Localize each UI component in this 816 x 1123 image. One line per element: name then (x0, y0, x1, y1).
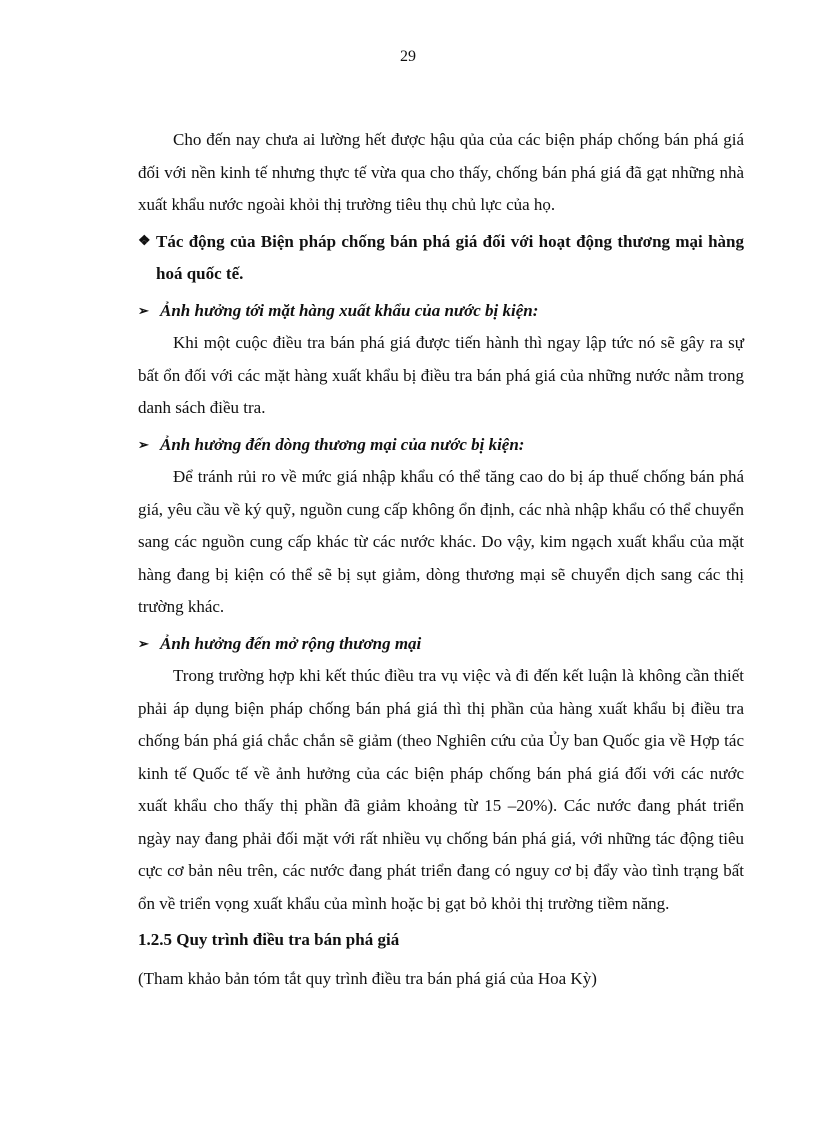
arrow-bullet-icon: ➢ (138, 302, 149, 318)
subheading-text: Ảnh hưởng tới mặt hàng xuất khẩu của nước bị kiện: (160, 300, 539, 320)
paragraph-intro: Cho đến nay chưa ai lường hết được hậu qủa của các biện pháp chống bán phá giá đối với nền kinh tế nhưng thực tế vừa qua cho thấy, chống bán phá giá đã gạt những nhà xuất khẩu nước ngoài khỏi thị trường tiêu thụ chủ lực của họ. (138, 130, 744, 214)
subheading-text: Ảnh hưởng đến dòng thương mại của nước bị kiện: (160, 434, 525, 454)
paragraph-trade-expansion: Trong trường hợp khi kết thúc điều tra vụ việc và đi đến kết luận là không cần thiết phải áp dụng biện pháp chống bán phá giá thì thị phần của hàng xuất khẩu bị điều tra chống bán phá giá chắc chắn sẽ giảm (theo Nghiên cứu của Ủy ban Quốc gia về Hợp tác kinh tế Quốc tế về ảnh hưởng của các biện pháp chống bán phá giá đối với các nước xuất khẩu cho thấy thị phần đã giảm khoảng từ 15 –20%). Các nước đang phát triển ngày nay đang phải đối mặt với rất nhiều vụ chống bán phá giá, với những tác động tiêu cực cơ bản nêu trên, các nước đang phát triển đang có nguy cơ bị đẩy vào tình trạng bất ổn về triển vọng xuất khẩu của mình hoặc bị gạt bỏ khỏi thị trường tiềm năng. (138, 666, 744, 913)
subheading-trade-expansion (138, 628, 744, 661)
page-content (138, 124, 744, 995)
section-heading: 1.2.5 Quy trình điều tra bán phá giá (138, 930, 400, 949)
main-heading (138, 226, 744, 291)
arrow-bullet-icon: ➢ (138, 436, 149, 452)
diamond-bullet-icon: ❖ (138, 233, 151, 249)
subheading-trade-flow (138, 429, 744, 462)
subheading-export-goods (138, 295, 744, 328)
reference-note: (Tham khảo bản tóm tắt quy trình điều tra bán phá giá của Hoa Kỳ) (138, 968, 597, 988)
paragraph-trade-flow: Để tránh rủi ro về mức giá nhập khẩu có thể tăng cao do bị áp thuế chống bán phá giá, yêu cầu về ký quỹ, nguồn cung cấp không ổn định, các nhà nhập khẩu có thể chuyển sang các nguồn cung cấp khác từ các nước khác. Do vậy, kim ngạch xuất khẩu của mặt hàng đang bị kiện có thể sẽ bị sụt giảm, dòng thương mại sẽ chuyển dịch sang các thị trường khác. (138, 467, 744, 616)
arrow-bullet-icon: ➢ (138, 635, 149, 651)
subheading-text: Ảnh hưởng đến mở rộng thương mại (160, 633, 422, 653)
main-heading-text: Tác động của Biện pháp chống bán phá giá đối với hoạt động thương mại hàng hoá quốc tế. (156, 231, 744, 283)
page-number: 29 (400, 48, 416, 65)
paragraph-export-goods: Khi một cuộc điều tra bán phá giá được tiến hành thì ngay lập tức nó sẽ gây ra sự bất ổn đối với các mặt hàng xuất khẩu bị điều tra bán phá giá của những nước nằm trong danh sách điều tra. (138, 333, 744, 417)
